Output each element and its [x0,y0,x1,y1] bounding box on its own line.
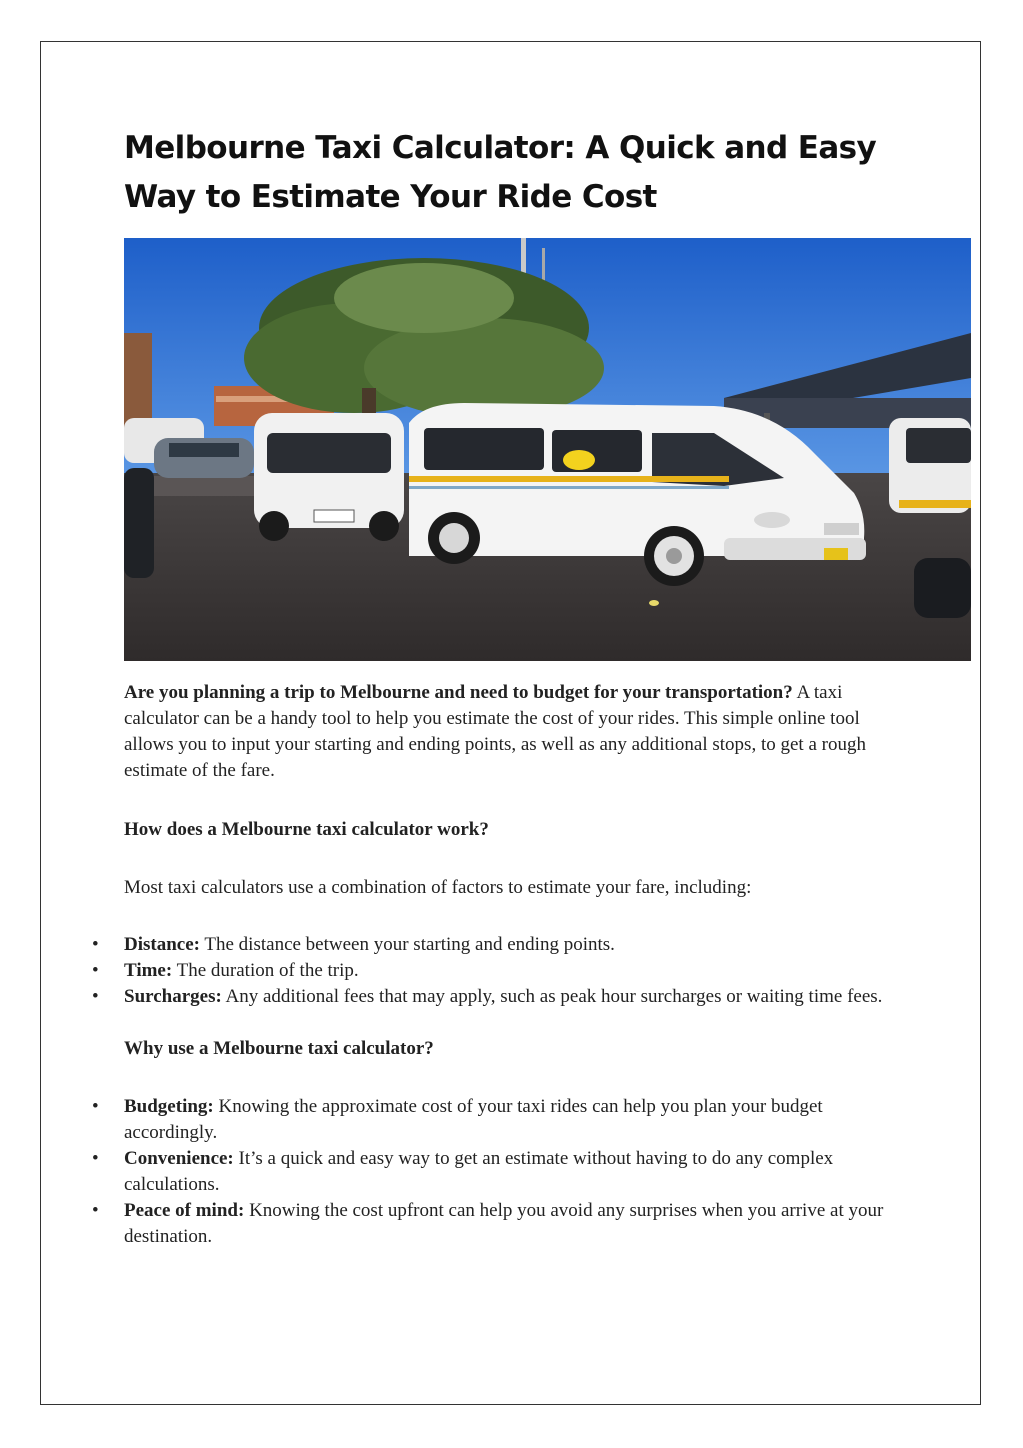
list-item-text: The duration of the trip. [172,960,359,981]
list-item-label: Convenience: [124,1148,234,1169]
bullet-icon: • [92,986,99,1007]
list-item-label: Budgeting: [124,1096,214,1117]
intro-paragraph [124,680,914,784]
benefits-list [92,1094,907,1250]
list-item [92,984,907,1010]
list-item [92,958,907,984]
bullet-icon: • [92,1148,99,1169]
why-heading: Why use a Melbourne taxi calculator? [124,1038,434,1059]
list-item-text: Knowing the approximate cost of your taxi rides can help you plan your budget accordingly. [124,1096,823,1143]
list-item [92,932,907,958]
intro-body: A taxi calculator can be a handy tool to help you estimate the cost of your rides. This simple online tool allows you to input your starting and ending points, as well as any additional stops, to get a rough estimate of the fare. [124,682,866,781]
bullet-icon: • [92,934,99,955]
list-item [92,1198,907,1250]
bullet-icon: • [92,1200,99,1221]
list-item-text: Any additional fees that may apply, such as peak hour surcharges or waiting time fees. [221,986,883,1007]
taxi-vans-photo [124,238,971,661]
list-item [92,1094,907,1146]
list-item-label: Time: [124,960,173,981]
list-item [92,1146,907,1198]
list-item-text: Knowing the cost upfront can help you avoid any surprises when you arrive at your destination. [124,1200,884,1247]
factors-list [92,932,907,1010]
how-heading: How does a Melbourne taxi calculator work? [124,819,489,840]
bullet-icon: • [92,1096,99,1117]
list-item-label: Peace of mind: [124,1200,245,1221]
list-item-text: It’s a quick and easy way to get an estimate without having to do any complex calculations. [124,1148,834,1195]
list-item-text: The distance between your starting and ending points. [199,934,615,955]
list-item-label: Surcharges: [124,986,222,1007]
page-title: Melbourne Taxi Calculator: A Quick and Easy Way to Estimate Your Ride Cost [124,130,877,215]
factors-intro: Most taxi calculators use a combination of factors to estimate your fare, including: [124,877,752,898]
intro-lead: Are you planning a trip to Melbourne and need to budget for your transportation? [124,682,793,703]
list-item-label: Distance: [124,934,200,955]
bullet-icon: • [92,960,99,981]
